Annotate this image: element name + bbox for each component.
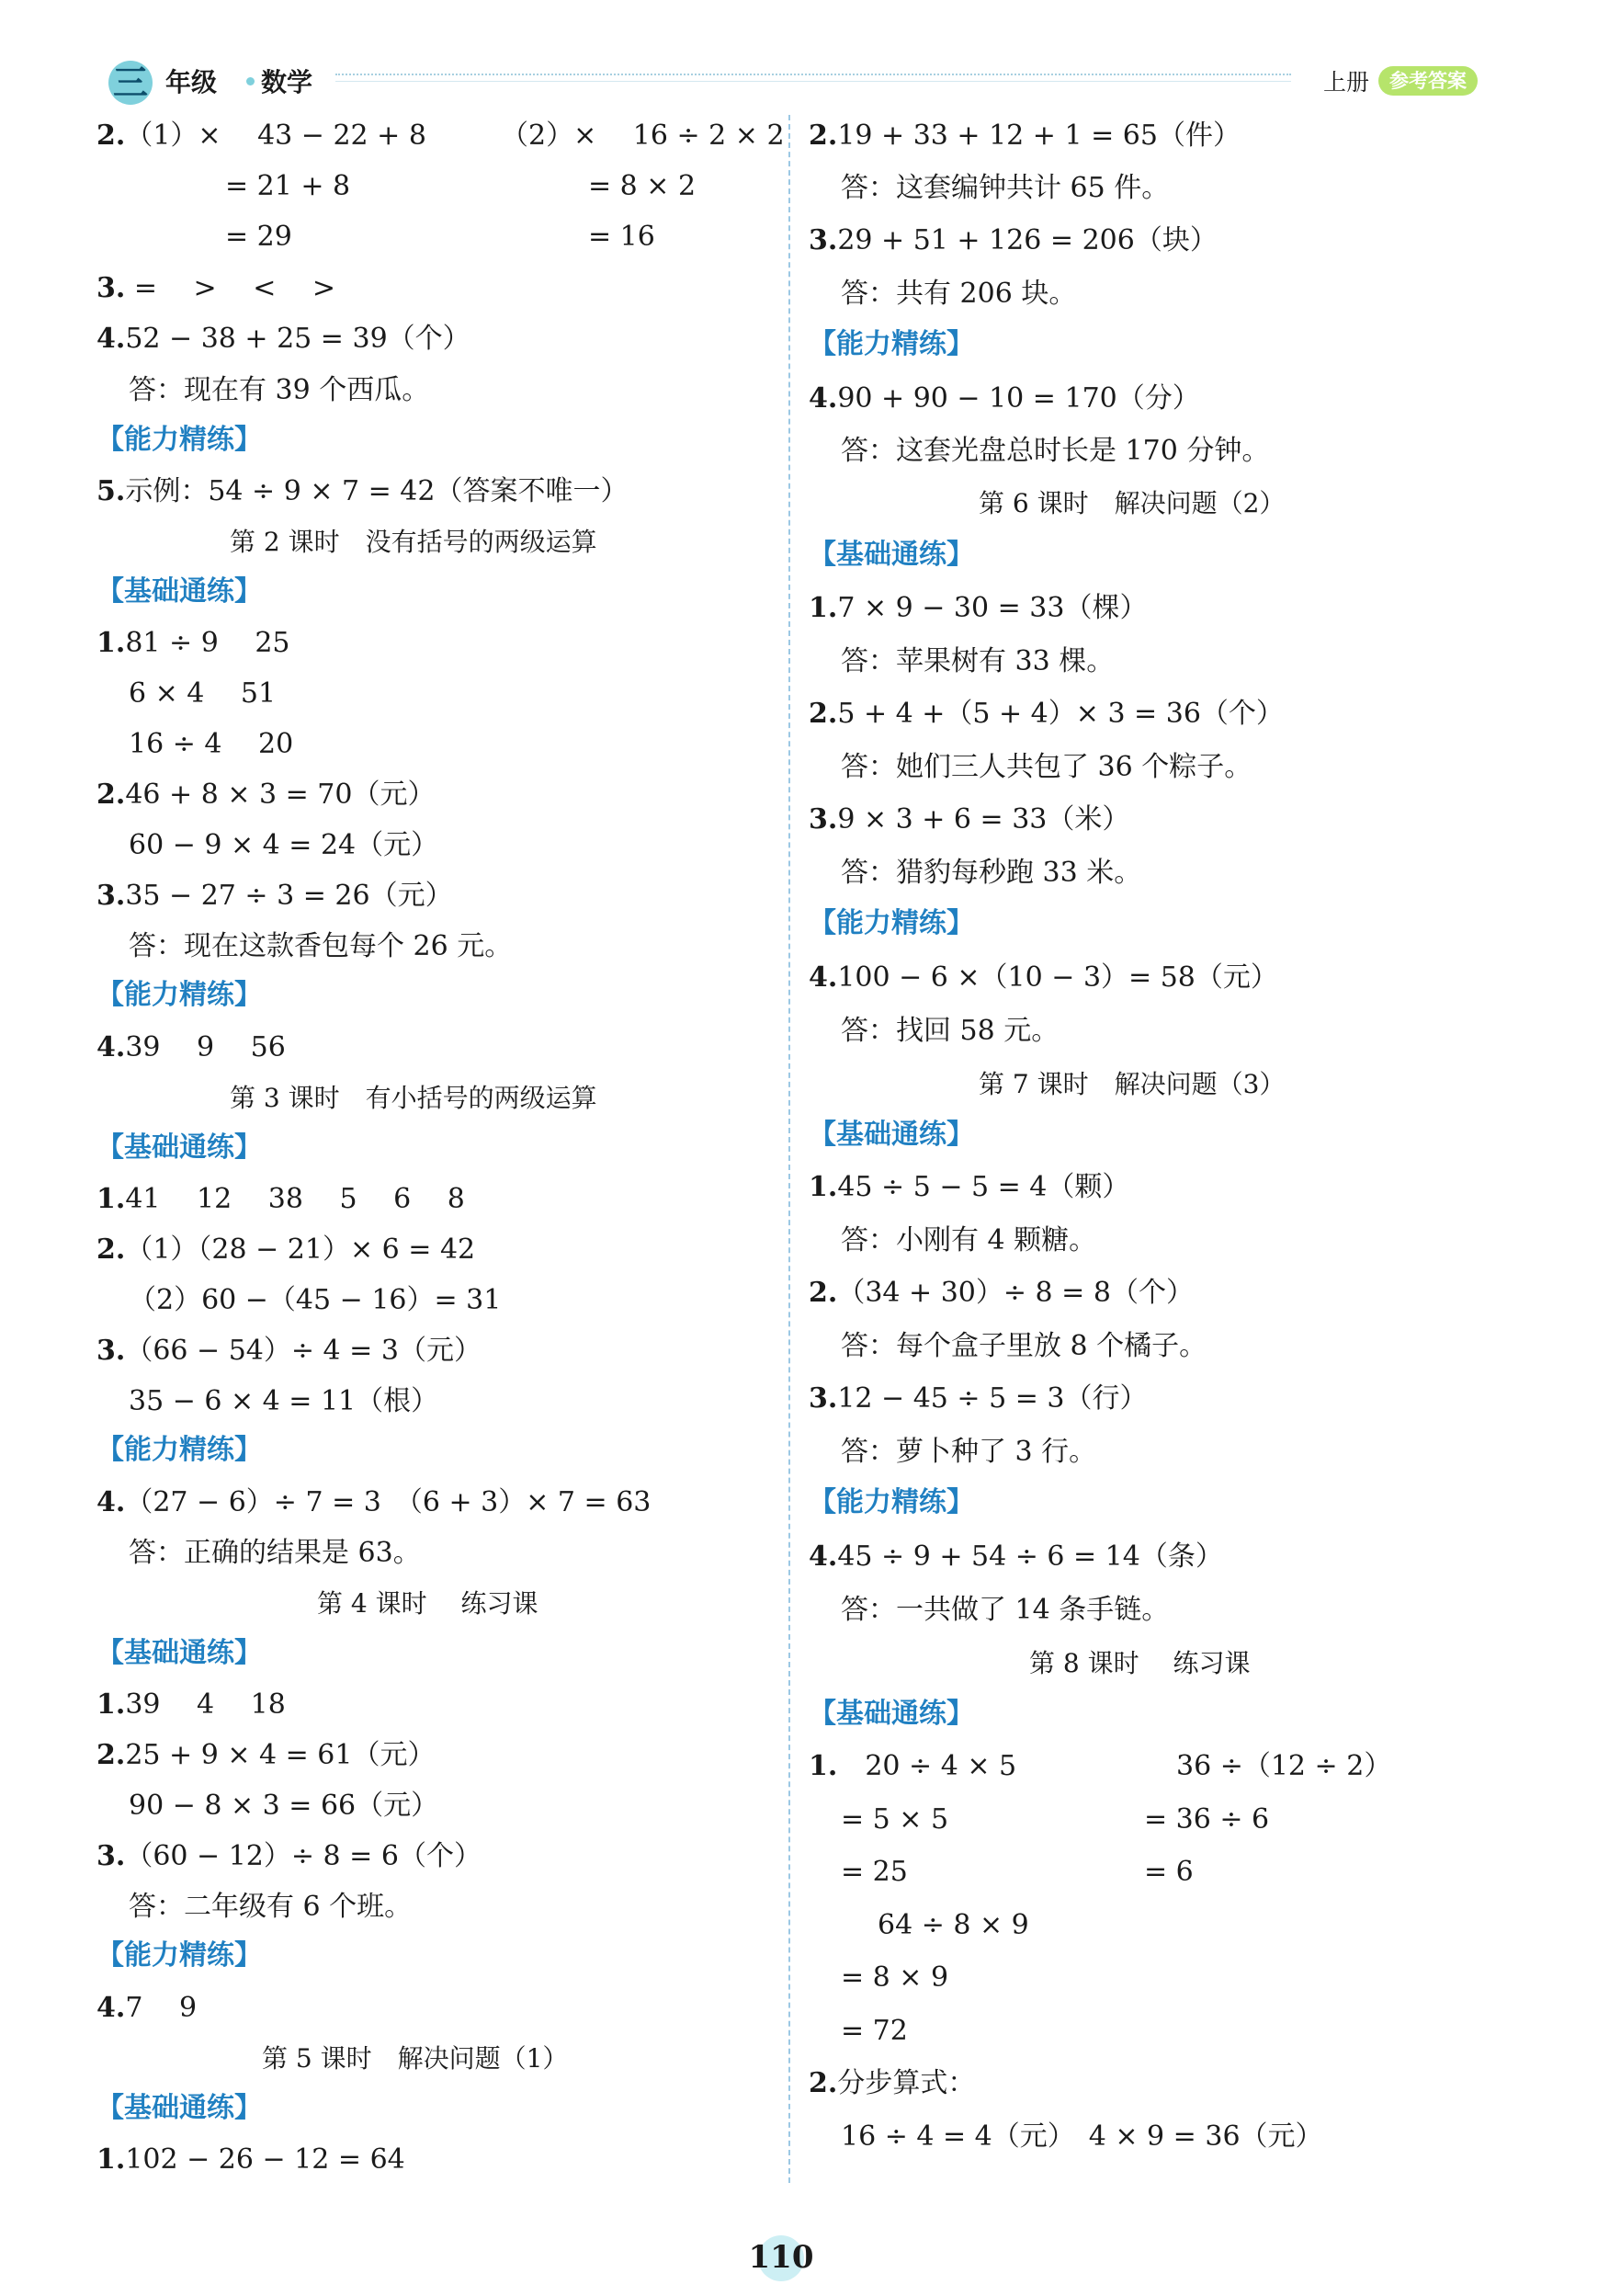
answer-line: [96, 1029, 286, 1066]
answer-line: [809, 1748, 1016, 1785]
answer-line: 答：她们三人共包了 36 个粽子。: [841, 751, 1252, 783]
lesson-title: 第 2 课时 没有括号的两级运算: [230, 527, 597, 557]
answer-text: = > < >: [125, 272, 336, 304]
answer-line: [809, 2065, 975, 2102]
section-heading: 【基础通练】: [809, 539, 974, 571]
question-number: 2.: [96, 1233, 126, 1266]
question-number: 4.: [809, 1540, 838, 1573]
question-number: 2.: [809, 1277, 838, 1309]
lesson-title: 第 4 课时 练习课: [317, 1588, 538, 1619]
section-heading: 【能力精练】: [809, 328, 974, 360]
answer-line: 90 − 8 × 3 = 66（元）: [129, 1790, 439, 1822]
question-number: 4.: [96, 1486, 126, 1518]
answer-line: 答：一共做了 14 条手链。: [841, 1594, 1170, 1626]
answer-line: = 25: [841, 1856, 908, 1888]
column-divider: [788, 115, 790, 2183]
answer-line: [96, 625, 290, 662]
answer-text: 7 × 9 − 30 = 33（棵）: [837, 592, 1148, 624]
answer-text: 100 − 6 ×（10 − 3）= 58（元）: [837, 961, 1278, 994]
question-number: 1.: [96, 1688, 126, 1721]
answer-line: [809, 1275, 1194, 1312]
question-number: 2.: [809, 2067, 838, 2099]
answer-line: [96, 1232, 475, 1268]
answer-line: [809, 801, 1129, 838]
section-heading: 【基础通练】: [809, 1119, 974, 1151]
answer-line: [96, 1484, 651, 1521]
answer-line: [96, 1838, 482, 1875]
section-heading: 【基础通练】: [96, 2092, 262, 2124]
answer-text: 19 + 33 + 12 + 1 = 65（件）: [837, 119, 1241, 152]
section-heading: 【能力精练】: [96, 424, 262, 456]
grade-badge: 三: [108, 61, 153, 105]
answer-text: 29 + 51 + 126 = 206（块）: [837, 224, 1218, 256]
answer-text: 81 ÷ 9 25: [125, 627, 290, 659]
question-number: 3.: [96, 1335, 126, 1367]
answer-line: 答：二年级有 6 个班。: [129, 1891, 413, 1923]
answer-text: 7 9: [125, 1992, 198, 2024]
question-number: 3.: [809, 1382, 838, 1415]
answer-text: （1）（28 − 21）× 6 = 42: [125, 1233, 476, 1266]
answer-line: [96, 321, 470, 358]
section-heading: 【能力精练】: [809, 907, 974, 939]
volume-label: 上册: [1323, 69, 1370, 96]
question-number: 3.: [809, 803, 838, 835]
answer-badge: 参考答案: [1378, 66, 1478, 96]
section-heading: 【能力精练】: [96, 979, 262, 1011]
section-heading: 【基础通练】: [96, 1131, 262, 1164]
answer-line: 答：这套光盘总时长是 170 分钟。: [841, 435, 1270, 467]
answer-line: 答：小刚有 4 颗糖。: [841, 1224, 1097, 1256]
answer-line: 答：这套编钟共计 65 件。: [841, 172, 1170, 204]
question-number: 2.: [96, 1739, 126, 1771]
answer-line: [809, 1539, 1223, 1575]
answer-line: 答：现在有 39 个西瓜。: [129, 374, 430, 406]
answer-line: （2）60 −（45 − 16）= 31: [129, 1284, 502, 1316]
section-heading: 【能力精练】: [809, 1486, 974, 1518]
question-number: 4.: [809, 961, 838, 994]
answer-line: 16 ÷ 4 20: [129, 728, 294, 760]
lesson-title: 第 5 课时 解决问题（1）: [262, 2043, 569, 2074]
header-dot: [246, 77, 255, 85]
answer-text: （1）× 43 − 22 + 8: [125, 119, 426, 152]
question-number: 2.: [96, 779, 126, 811]
answer-line: = 72: [841, 2015, 908, 2047]
question-number: 1.: [96, 627, 126, 659]
question-number: 3.: [96, 272, 126, 304]
answer-text: 52 − 38 + 25 = 39（个）: [125, 323, 470, 355]
answer-line: [809, 590, 1147, 627]
answer-line: = 16: [588, 221, 655, 253]
answer-text: 39 4 18: [125, 1688, 286, 1721]
section-heading: 【基础通练】: [96, 1637, 262, 1669]
answer-line: [96, 2142, 405, 2178]
question-number: 4.: [809, 382, 838, 415]
answer-text: 9 × 3 + 6 = 33（米）: [837, 803, 1130, 835]
answer-line: 答：每个盒子里放 8 个橘子。: [841, 1330, 1207, 1362]
answer-text: 41 12 38 5 6 8: [125, 1183, 465, 1215]
lesson-title: 第 6 课时 解决问题（2）: [979, 488, 1286, 518]
page-header: [0, 0, 1598, 110]
answer-line: [96, 118, 426, 154]
answer-line: 36 ÷（12 ÷ 2）: [1176, 1750, 1392, 1782]
question-number: 1.: [809, 592, 838, 624]
question-number: 4.: [96, 1031, 126, 1063]
answer-line: 64 ÷ 8 × 9: [878, 1909, 1029, 1941]
section-heading: 【能力精练】: [96, 1939, 262, 1972]
question-number: 4.: [96, 323, 126, 355]
answer-line: [96, 878, 453, 915]
section-heading: 【基础通练】: [96, 575, 262, 608]
answer-line: 答：现在这款香包每个 26 元。: [129, 930, 513, 962]
answer-text: 35 − 27 ÷ 3 = 26（元）: [125, 880, 453, 912]
header-rule: [335, 74, 1291, 75]
answer-text: 5 + 4 +（5 + 4）× 3 = 36（个）: [837, 698, 1284, 730]
answer-line: [96, 473, 628, 510]
question-number: 5.: [96, 475, 126, 507]
answer-text: 46 + 8 × 3 = 70（元）: [125, 779, 436, 811]
question-number: 1.: [96, 2143, 126, 2176]
header-rule-thin: [335, 81, 1291, 82]
lesson-title: 第 8 课时 练习课: [1029, 1648, 1251, 1678]
answer-text: 25 + 9 × 4 = 61（元）: [125, 1739, 436, 1771]
answer-line: 答：苹果树有 33 棵。: [841, 645, 1115, 677]
page-number-block: [740, 2232, 822, 2287]
answer-line: 答：萝卜种了 3 行。: [841, 1436, 1097, 1468]
question-number: 1.: [96, 1183, 126, 1215]
question-number: 1.: [809, 1750, 838, 1782]
answer-line: 60 − 9 × 4 = 24（元）: [129, 829, 439, 861]
section-heading: 【能力精练】: [96, 1434, 262, 1466]
answer-line: [809, 1169, 1129, 1206]
question-number: 3.: [809, 224, 838, 256]
answer-line: 6 × 4 51: [129, 677, 277, 710]
answer-text: （60 − 12）÷ 8 = 6（个）: [125, 1840, 482, 1872]
answer-line: [96, 777, 435, 813]
answer-text: 12 − 45 ÷ 5 = 3（行）: [837, 1382, 1148, 1415]
question-number: 4.: [96, 1992, 126, 2024]
lesson-title: 第 3 课时 有小括号的两级运算: [230, 1083, 597, 1113]
answer-line: 答：找回 58 元。: [841, 1015, 1060, 1047]
answer-text: 分步算式：: [837, 2067, 976, 2099]
section-heading: 【基础通练】: [809, 1698, 974, 1730]
answer-line: [96, 1181, 465, 1218]
answer-line: [96, 1333, 482, 1370]
answer-text: （27 − 6）÷ 7 = 3 （6 + 3）× 7 = 63: [125, 1486, 652, 1518]
lesson-title: 第 7 课时 解决问题（3）: [979, 1069, 1286, 1099]
answer-line: [809, 222, 1218, 259]
answer-line: [809, 1381, 1147, 1417]
answer-text: 45 ÷ 5 − 5 = 4（颗）: [837, 1171, 1130, 1203]
question-number: 2.: [809, 119, 838, 152]
answer-line: 答：猎豹每秒跑 33 米。: [841, 857, 1142, 889]
answer-line: [96, 1737, 435, 1774]
question-number: 2.: [809, 698, 838, 730]
answer-text: （34 + 30）÷ 8 = 8（个）: [837, 1277, 1194, 1309]
answer-line: = 8 × 9: [841, 1961, 949, 1994]
question-number: 1.: [809, 1171, 838, 1203]
answer-line: = 8 × 2: [588, 170, 697, 202]
answer-line: 35 − 6 × 4 = 11（根）: [129, 1385, 439, 1417]
question-number: 3.: [96, 1840, 126, 1872]
answer-text: 20 ÷ 4 × 5: [837, 1750, 1017, 1782]
answer-line: [96, 1990, 197, 2027]
answer-line: = 29: [225, 221, 292, 253]
answer-text: 39 9 56: [125, 1031, 286, 1063]
answer-line: [809, 381, 1200, 417]
answer-line: （2）× 16 ÷ 2 × 2: [501, 119, 785, 152]
answer-line: [809, 118, 1241, 154]
answer-text: 90 + 90 − 10 = 170（分）: [837, 382, 1200, 415]
answer-text: 45 ÷ 9 + 54 ÷ 6 = 14（条）: [837, 1540, 1223, 1573]
grade-label: 年级: [165, 67, 218, 97]
subject-label: 数学: [261, 67, 313, 97]
answer-text: 102 − 26 − 12 = 64: [125, 2143, 405, 2176]
question-number: 3.: [96, 880, 126, 912]
answer-line: 16 ÷ 4 = 4（元） 4 × 9 = 36（元）: [841, 2120, 1323, 2153]
answer-line: 答：正确的结果是 63。: [129, 1537, 421, 1569]
answer-line: = 36 ÷ 6: [1144, 1803, 1270, 1836]
answer-text: （66 − 54）÷ 4 = 3（元）: [125, 1335, 482, 1367]
answer-text: 示例：54 ÷ 9 × 7 = 42（答案不唯一）: [125, 475, 629, 507]
answer-line: = 6: [1144, 1856, 1194, 1888]
answer-line: = 21 + 8: [225, 170, 351, 202]
answer-line: = 5 × 5: [841, 1803, 949, 1836]
question-number: 2.: [96, 119, 126, 152]
answer-line: 答：共有 206 块。: [841, 278, 1077, 310]
page-number: 110: [748, 2239, 814, 2276]
answer-line: [809, 696, 1284, 733]
answer-line: [96, 270, 335, 307]
answer-line: [96, 1687, 286, 1723]
answer-line: [809, 960, 1278, 996]
